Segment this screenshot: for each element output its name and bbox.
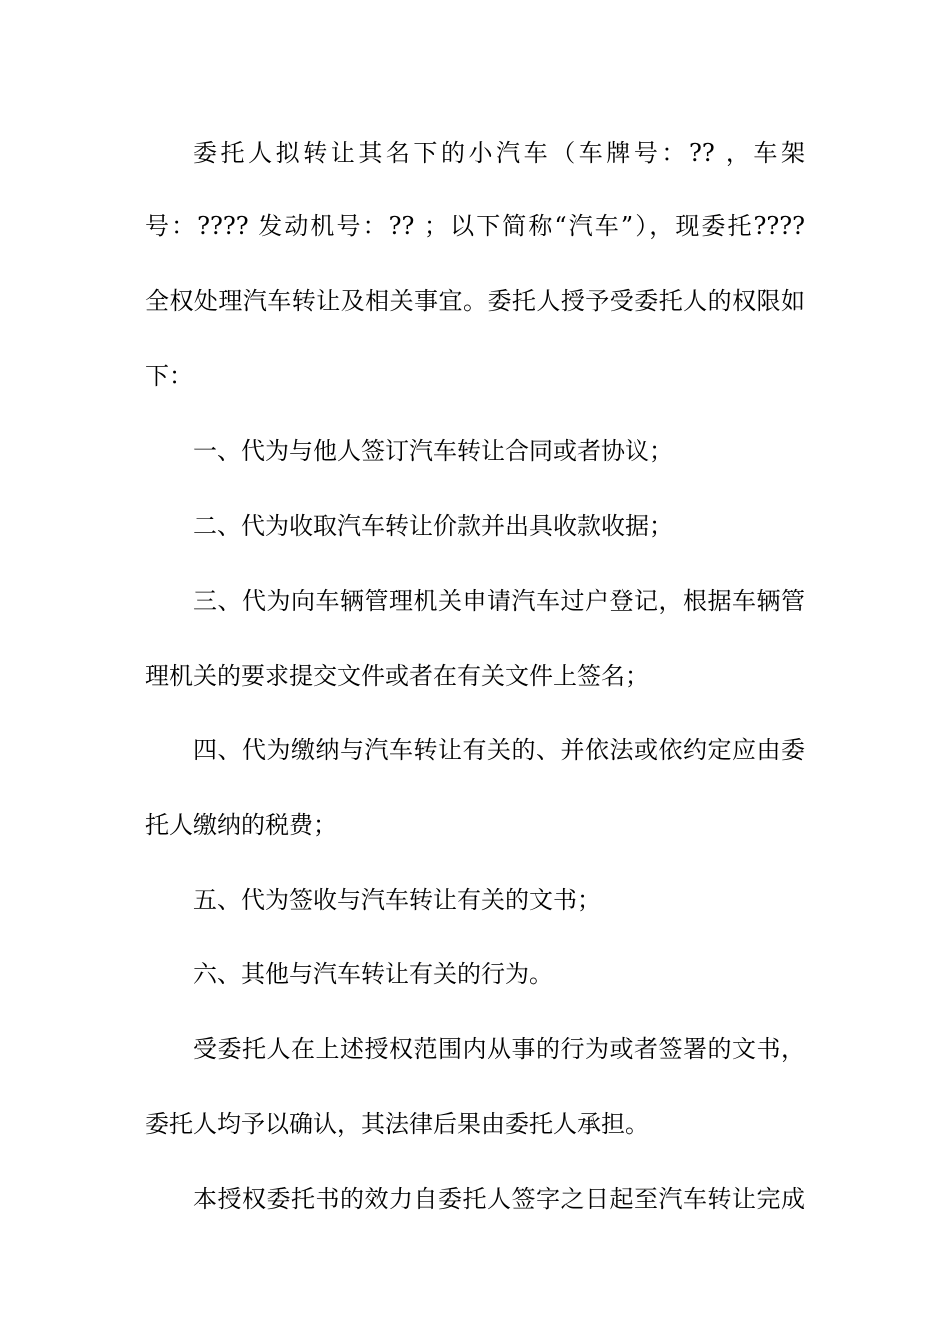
paragraph-1-line-1: 委托人拟转让其名下的小汽车（车牌号：?? ，车架 — [193, 139, 805, 167]
paragraph-3-line-1: 本授权委托书的效力自委托人签字之日起至汽车转让完成 — [193, 1185, 805, 1213]
item-1: 一、代为与他人签订汽车转让合同或者协议； — [193, 437, 673, 465]
paragraph-2-line-2: 委托人均予以确认，其法律后果由委托人承担。 — [145, 1110, 649, 1138]
paragraph-2-line-1: 受委托人在上述授权范围内从事的行为或者签署的文书， — [193, 1035, 805, 1063]
paragraph-1-line-3: 全权处理汽车转让及相关事宜。委托人授予受委托人的权限如 — [145, 287, 805, 315]
item-5: 五、代为签收与汽车转让有关的文书； — [193, 886, 601, 914]
item-4-line-1: 四、代为缴纳与汽车转让有关的、并依法或依约定应由委 — [193, 736, 805, 764]
item-2: 二、代为收取汽车转让价款并出具收款收据； — [193, 512, 673, 540]
item-4-line-2: 托人缴纳的税费； — [145, 811, 337, 839]
paragraph-1-line-4: 下： — [145, 362, 193, 390]
item-3-line-2: 理机关的要求提交文件或者在有关文件上签名； — [145, 662, 649, 690]
item-6: 六、其他与汽车转让有关的行为。 — [193, 960, 553, 988]
paragraph-1-line-2: 号：???? 发动机号：?? ；以下简称“汽车”），现委托???? — [145, 212, 805, 240]
item-3-line-1: 三、代为向车辆管理机关申请汽车过户登记，根据车辆管 — [193, 587, 805, 615]
